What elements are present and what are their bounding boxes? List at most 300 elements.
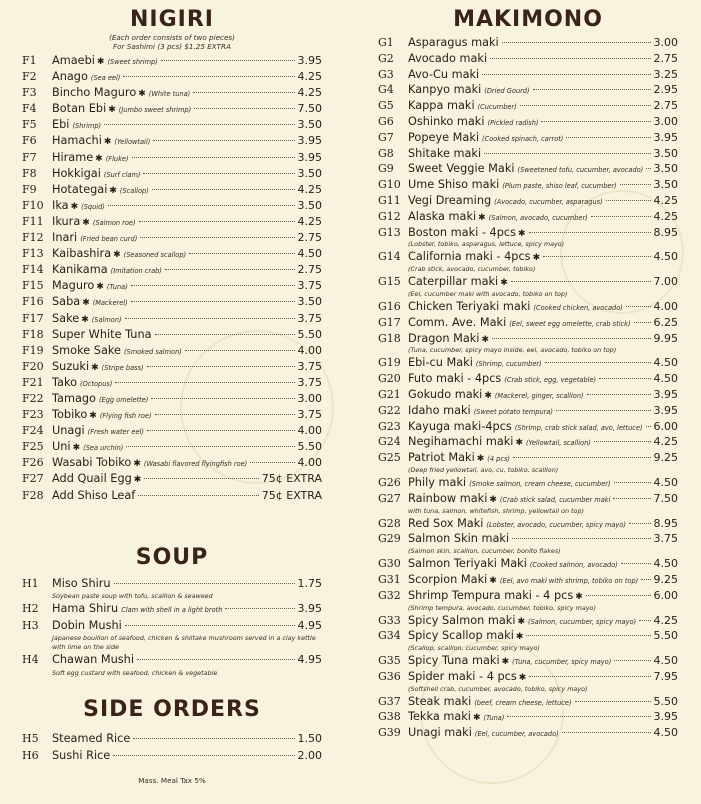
item-code: G29 bbox=[378, 532, 401, 546]
item-description: (Jumbo sweet shrimp) bbox=[118, 106, 192, 115]
dot-leader bbox=[594, 441, 651, 442]
menu-item bbox=[22, 246, 322, 262]
item-price: 3.75 bbox=[297, 279, 322, 293]
dot-leader bbox=[155, 334, 295, 335]
item-price: 3.95 bbox=[653, 387, 678, 401]
item-subdescription: (Softshell crab, cucumber, avocado, tobiko, spicy mayo) bbox=[408, 684, 588, 693]
item-name: Botan Ebi bbox=[52, 102, 107, 116]
dot-leader bbox=[152, 189, 295, 190]
nigiri-title: NIGIRI bbox=[130, 7, 214, 32]
star-icon: ✱ bbox=[81, 314, 89, 325]
item-name: Rainbow maki bbox=[408, 491, 488, 505]
star-icon: ✱ bbox=[517, 228, 526, 239]
item-description: (Crab stick salad, cucumber maki bbox=[499, 495, 611, 504]
menu-item bbox=[22, 69, 322, 85]
item-code: G26 bbox=[378, 475, 401, 489]
item-price: 2.75 bbox=[653, 51, 678, 65]
item-code: F27 bbox=[22, 472, 44, 486]
menu-item bbox=[378, 225, 678, 241]
item-name: California maki - 4pcs bbox=[408, 250, 531, 264]
item-description: (Avocado, cucumber, asparagus) bbox=[494, 197, 603, 206]
item-price: 4.50 bbox=[653, 372, 678, 386]
item-price: 6.00 bbox=[653, 419, 678, 433]
menu-item bbox=[378, 387, 678, 403]
item-price: 7.95 bbox=[653, 669, 678, 683]
dot-leader bbox=[139, 221, 295, 222]
item-price: 5.50 bbox=[297, 440, 322, 454]
menu-item bbox=[378, 371, 678, 387]
nigiri-list bbox=[22, 53, 322, 504]
menu-item bbox=[22, 166, 322, 182]
dot-leader bbox=[586, 595, 651, 596]
dot-leader bbox=[641, 579, 650, 580]
item-description: (Cucumber) bbox=[477, 103, 517, 112]
dot-leader bbox=[131, 301, 295, 302]
menu-item bbox=[22, 214, 322, 230]
item-subdescription: Soybean paste soup with tofu, scallion & seaweed bbox=[52, 592, 213, 601]
menu-item bbox=[22, 730, 322, 747]
item-subdescription: (Eel, cucumber maki with avocado, tobiko on top) bbox=[408, 289, 568, 298]
item-description: (Lobster, avocado, cucumber, spicy mayo) bbox=[486, 520, 626, 529]
dot-leader bbox=[629, 523, 651, 524]
menu-item bbox=[378, 146, 678, 162]
menu-item bbox=[22, 652, 322, 669]
star-icon: ✱ bbox=[532, 253, 541, 264]
menu-item bbox=[22, 230, 322, 246]
item-subdescription: (Tuna, cucumber, spicy mayo inside, eel, avocado, tobiko on top) bbox=[408, 346, 617, 355]
dot-leader bbox=[143, 173, 294, 174]
item-code: G5 bbox=[378, 99, 394, 113]
item-description: (Imitation crab) bbox=[110, 267, 162, 276]
star-icon: ✱ bbox=[515, 438, 523, 449]
item-price: 4.50 bbox=[653, 475, 678, 489]
item-subdescription: (Lobster, tobiko, asparagus, lettuce, spicy mayo) bbox=[408, 240, 565, 249]
item-name: Maguro bbox=[52, 279, 95, 293]
menu-item bbox=[22, 198, 322, 214]
item-price: 4.95 bbox=[297, 653, 322, 667]
menu-item bbox=[378, 613, 678, 629]
star-icon: ✱ bbox=[96, 57, 105, 67]
menu-item bbox=[22, 601, 322, 618]
item-code: G7 bbox=[378, 130, 394, 144]
item-name: Spider maki - 4 pcs bbox=[408, 669, 517, 683]
item-name: Tobiko bbox=[52, 408, 88, 422]
item-name: Hamachi bbox=[52, 134, 102, 148]
menu-item bbox=[22, 262, 322, 278]
dot-leader bbox=[194, 108, 294, 109]
dot-leader bbox=[545, 362, 651, 363]
dot-leader bbox=[185, 350, 295, 351]
star-icon: ✱ bbox=[138, 89, 146, 100]
item-code: G28 bbox=[378, 516, 401, 530]
menu-item bbox=[378, 628, 678, 644]
item-description: (Wasabi flavored flyingfish roe) bbox=[143, 460, 248, 469]
item-subdescription: with tuna, salmon, whitefish, shrimp, yellowtail on top) bbox=[408, 506, 584, 515]
item-code: G35 bbox=[378, 654, 401, 668]
item-code: G22 bbox=[378, 403, 401, 417]
item-code: F22 bbox=[22, 391, 44, 405]
item-name: Anago bbox=[52, 70, 88, 84]
item-price: 3.95 bbox=[653, 710, 678, 724]
item-price: 3.75 bbox=[297, 311, 322, 325]
item-code: F3 bbox=[22, 86, 37, 100]
item-price: 3.75 bbox=[297, 359, 322, 373]
item-code: G32 bbox=[378, 588, 401, 602]
menu-item bbox=[22, 133, 322, 149]
menu-item bbox=[22, 407, 322, 423]
item-name: Shitake maki bbox=[408, 146, 482, 160]
item-description: (Shrimp, cucumber) bbox=[475, 360, 542, 369]
menu-item bbox=[22, 488, 322, 504]
menu-item bbox=[378, 725, 678, 741]
item-price: 7.00 bbox=[653, 275, 678, 289]
item-code: F6 bbox=[22, 134, 37, 148]
menu-item bbox=[22, 343, 322, 359]
item-description: (Tuna, cucumber, spicy mayo) bbox=[512, 658, 612, 667]
item-name: Sushi Rice bbox=[52, 748, 111, 762]
star-icon: ✱ bbox=[133, 475, 142, 486]
item-price: 3.95 bbox=[297, 150, 322, 164]
star-icon: ✱ bbox=[481, 334, 489, 345]
item-name: Idaho maki bbox=[408, 403, 471, 417]
item-price: 2.95 bbox=[653, 83, 678, 97]
item-name: Dobin Mushi bbox=[52, 618, 122, 632]
dot-leader bbox=[114, 583, 295, 584]
menu-item bbox=[22, 747, 322, 764]
item-name: Futo maki - 4pcs bbox=[408, 372, 502, 386]
dot-leader bbox=[137, 659, 295, 660]
item-description: Clam with shell in a light broth bbox=[121, 606, 223, 615]
menu-item bbox=[378, 355, 678, 371]
menu-item bbox=[378, 249, 678, 265]
dot-leader bbox=[533, 89, 651, 90]
item-price: 3.50 bbox=[653, 146, 678, 160]
item-name: Uni bbox=[52, 440, 71, 454]
item-name: Ikura bbox=[52, 214, 81, 228]
item-code: G39 bbox=[378, 726, 401, 740]
item-price: 4.25 bbox=[653, 613, 678, 627]
menu-item bbox=[378, 709, 678, 725]
item-price: 4.50 bbox=[653, 654, 678, 668]
left-column bbox=[22, 0, 322, 785]
item-description: (Salmon, cucumber, spicy mayo) bbox=[528, 617, 637, 626]
menu-item bbox=[378, 531, 678, 547]
right-column bbox=[378, 0, 678, 741]
star-icon: ✱ bbox=[103, 137, 112, 148]
star-icon: ✱ bbox=[489, 494, 497, 505]
item-name: Boston maki - 4pcs bbox=[408, 225, 516, 239]
item-name: Patriot Maki bbox=[408, 451, 475, 465]
item-code: G37 bbox=[378, 694, 401, 708]
item-price: 3.00 bbox=[297, 391, 322, 405]
menu-item bbox=[22, 311, 322, 327]
item-price: 4.00 bbox=[297, 424, 322, 438]
item-name: Oshinko maki bbox=[408, 114, 485, 128]
dot-leader bbox=[556, 410, 651, 411]
item-name: Ume Shiso maki bbox=[408, 178, 500, 192]
item-code: F21 bbox=[22, 375, 44, 389]
dot-leader bbox=[131, 285, 295, 286]
item-description: (Smoke salmon, cream cheese, cucumber) bbox=[469, 479, 611, 488]
item-code: F15 bbox=[22, 279, 44, 293]
dot-leader bbox=[566, 137, 650, 138]
star-icon: ✱ bbox=[96, 282, 104, 293]
item-price: 9.95 bbox=[653, 331, 678, 345]
item-name: Ebi-cu Maki bbox=[408, 356, 473, 370]
item-subdescription: (Salmon skin, scallion, cucumber, bonito flakes) bbox=[408, 547, 561, 556]
menu-item bbox=[378, 434, 678, 450]
item-name: Chawan Mushi bbox=[52, 653, 134, 667]
dot-leader bbox=[490, 58, 650, 59]
item-description: (4 pcs) bbox=[487, 455, 510, 464]
item-name: Unagi maki bbox=[408, 726, 472, 740]
dot-leader bbox=[646, 426, 651, 427]
star-icon: ✱ bbox=[478, 212, 486, 223]
item-price: 2.75 bbox=[297, 231, 322, 245]
nigiri-note: (Each order consists of two pieces) bbox=[109, 33, 235, 42]
item-name: Spicy Salmon maki bbox=[408, 613, 516, 627]
item-description: (Sea eel) bbox=[90, 74, 121, 83]
item-code: G12 bbox=[378, 209, 401, 223]
dot-leader bbox=[482, 74, 650, 75]
item-code: G34 bbox=[378, 629, 401, 643]
dot-leader bbox=[614, 660, 650, 661]
item-description: (Cooked spinach, carrot) bbox=[482, 134, 564, 143]
menu-item bbox=[378, 419, 678, 435]
item-description: (White tuna) bbox=[148, 90, 191, 99]
item-description: (Shrimp) bbox=[72, 122, 102, 131]
item-price: 3.50 bbox=[297, 166, 322, 180]
item-subdescription: (Scallop, scallion, cucumber, spicy mayo) bbox=[408, 644, 540, 653]
item-price: 4.00 bbox=[653, 299, 678, 313]
item-description: (Fluke) bbox=[105, 154, 129, 163]
dot-leader bbox=[512, 538, 650, 539]
menu-item bbox=[378, 98, 678, 114]
item-name: Salmon Teriyaki Maki bbox=[408, 557, 527, 571]
star-icon: ✱ bbox=[113, 250, 121, 261]
star-icon: ✱ bbox=[82, 298, 90, 309]
item-code: H1 bbox=[22, 576, 39, 590]
item-price: 75¢ EXTRA bbox=[261, 488, 322, 502]
item-code: F8 bbox=[22, 166, 37, 180]
item-price: 4.25 bbox=[653, 435, 678, 449]
star-icon: ✱ bbox=[575, 591, 583, 602]
item-price: 3.50 bbox=[653, 178, 678, 192]
item-code: G21 bbox=[378, 387, 401, 401]
item-name: Bincho Maguro bbox=[52, 86, 137, 100]
item-code: G6 bbox=[378, 114, 394, 128]
star-icon: ✱ bbox=[109, 185, 117, 196]
dot-leader bbox=[513, 457, 651, 458]
star-icon: ✱ bbox=[501, 657, 510, 668]
item-name: Hirame bbox=[52, 150, 94, 164]
item-name: Add Quail Egg bbox=[52, 472, 132, 486]
item-code: H6 bbox=[22, 748, 39, 762]
dot-leader bbox=[620, 184, 651, 185]
menu-item bbox=[378, 51, 678, 67]
item-price: 3.75 bbox=[297, 408, 322, 422]
item-price: 6.25 bbox=[653, 315, 678, 329]
item-code: G16 bbox=[378, 299, 401, 313]
menu-item bbox=[378, 450, 678, 466]
dot-leader bbox=[140, 237, 294, 238]
dot-leader bbox=[161, 60, 295, 61]
dot-leader bbox=[123, 76, 294, 77]
item-name: Kanikama bbox=[52, 263, 108, 277]
menu-item bbox=[22, 101, 322, 117]
item-code: F20 bbox=[22, 359, 44, 373]
item-code: G1 bbox=[378, 36, 394, 49]
item-code: H3 bbox=[22, 618, 39, 632]
menu-item bbox=[22, 53, 322, 69]
menu-item bbox=[22, 439, 322, 455]
menu-item bbox=[378, 669, 678, 685]
item-price: 4.50 bbox=[653, 356, 678, 370]
menu-item bbox=[22, 182, 322, 198]
item-description: (Mackerel) bbox=[92, 299, 128, 308]
item-description: (Fresh water eel) bbox=[87, 428, 144, 437]
item-name: Vegi Dreaming bbox=[408, 193, 492, 207]
dot-leader bbox=[613, 498, 650, 499]
item-price: 4.50 bbox=[653, 557, 678, 571]
item-code: G38 bbox=[378, 710, 401, 724]
item-subdescription: Soft egg custard with seafood, chicken & vegetable bbox=[52, 668, 218, 677]
item-name: Spicy Tuna maki bbox=[408, 654, 500, 668]
menu-item bbox=[378, 114, 678, 130]
item-name: Asparagus maki bbox=[408, 36, 499, 49]
item-code: F14 bbox=[22, 263, 44, 277]
item-price: 4.50 bbox=[297, 247, 322, 261]
item-code: G18 bbox=[378, 331, 401, 345]
item-subdescription: (Crab stick, avocado, cucumber, tobiko) bbox=[408, 265, 536, 274]
item-name: Miso Shiru bbox=[52, 576, 111, 590]
dot-leader bbox=[646, 168, 650, 169]
side-orders-title: SIDE ORDERS bbox=[83, 696, 261, 722]
menu-item bbox=[378, 161, 678, 177]
item-code: G13 bbox=[378, 225, 401, 239]
menu-item bbox=[22, 117, 322, 133]
item-name: Saba bbox=[52, 295, 81, 309]
star-icon: ✱ bbox=[484, 390, 492, 401]
menu-item bbox=[378, 331, 678, 347]
item-name: Inari bbox=[52, 231, 78, 245]
menu-item bbox=[378, 475, 678, 491]
item-code: F24 bbox=[22, 424, 44, 438]
item-code: G20 bbox=[378, 372, 401, 386]
item-code: H4 bbox=[22, 653, 39, 667]
item-description: (Stripe bass) bbox=[101, 363, 144, 372]
dot-leader bbox=[225, 608, 294, 609]
dot-leader bbox=[125, 318, 295, 319]
item-price: 3.95 bbox=[297, 602, 322, 616]
dot-leader bbox=[575, 701, 651, 702]
item-name: Negihamachi maki bbox=[408, 435, 514, 449]
item-subdescription: (Shrimp tempura, avocado, cucumber, tobiko, spicy mayo) bbox=[408, 603, 596, 612]
item-price: 5.50 bbox=[653, 629, 678, 643]
item-code: G15 bbox=[378, 275, 401, 289]
item-price: 4.25 bbox=[297, 70, 322, 84]
item-name: Dragon Maki bbox=[408, 331, 480, 345]
dot-leader bbox=[526, 635, 650, 636]
item-description: (Mackerel, ginger, scallion) bbox=[494, 391, 584, 400]
item-code: G36 bbox=[378, 669, 401, 683]
dot-leader bbox=[639, 620, 650, 621]
dot-leader bbox=[153, 140, 294, 141]
menu-item bbox=[22, 278, 322, 294]
menu-item bbox=[378, 588, 678, 604]
item-code: G10 bbox=[378, 178, 401, 192]
dot-leader bbox=[115, 382, 294, 383]
item-price: 9.25 bbox=[653, 451, 678, 465]
item-description: (Yellowtail) bbox=[114, 138, 151, 147]
item-description: (Eel, sweet egg omelette, crab stick) bbox=[509, 319, 631, 328]
item-name: Tekka maki bbox=[408, 710, 471, 724]
item-code: F9 bbox=[22, 182, 37, 196]
item-name: Avocado maki bbox=[408, 51, 488, 65]
item-price: 3.95 bbox=[653, 130, 678, 144]
item-name: Hotategai bbox=[52, 182, 108, 196]
menu-item bbox=[378, 572, 678, 588]
item-price: 9.25 bbox=[653, 572, 678, 586]
item-price: 3.00 bbox=[653, 36, 678, 49]
sashimi-note: For Sashimi (3 pcs) $1.25 EXTRA bbox=[113, 42, 231, 51]
menu-item bbox=[378, 177, 678, 193]
item-description: (Squid) bbox=[81, 202, 105, 211]
item-code: F19 bbox=[22, 343, 44, 357]
item-name: Alaska maki bbox=[408, 209, 477, 223]
item-price: 3.75 bbox=[653, 532, 678, 546]
menu-item bbox=[22, 423, 322, 439]
item-code: G14 bbox=[378, 250, 401, 264]
item-name: Shrimp Tempura maki - 4 pcs bbox=[408, 588, 574, 602]
item-price: 4.25 bbox=[297, 182, 322, 196]
item-description: (Salmon roe) bbox=[92, 218, 136, 227]
star-icon: ✱ bbox=[89, 411, 97, 422]
item-description: (Cooked salmon, avocado) bbox=[529, 561, 618, 570]
item-price: 3.50 bbox=[653, 162, 678, 176]
item-description: (Tuna) bbox=[106, 283, 128, 292]
item-price: 4.95 bbox=[297, 618, 322, 632]
menu-item bbox=[378, 67, 678, 83]
dot-leader bbox=[250, 462, 294, 463]
menu-item bbox=[22, 391, 322, 407]
menu-item bbox=[378, 315, 678, 331]
menu-item bbox=[22, 618, 322, 635]
item-code: G25 bbox=[378, 451, 401, 465]
menu-item bbox=[378, 516, 678, 532]
item-name: Tamago bbox=[52, 391, 96, 405]
item-code: G27 bbox=[378, 491, 401, 505]
side-orders-list bbox=[22, 730, 322, 764]
item-name: Ika bbox=[52, 198, 69, 212]
star-icon: ✱ bbox=[82, 217, 90, 228]
item-name: Popeye Maki bbox=[408, 130, 480, 144]
item-description: (Dried Gourd) bbox=[484, 87, 530, 96]
item-price: 3.50 bbox=[297, 198, 322, 212]
item-name: Unagi bbox=[52, 424, 85, 438]
item-price: 3.75 bbox=[297, 375, 322, 389]
item-code: G24 bbox=[378, 435, 401, 449]
item-code: G3 bbox=[378, 67, 394, 81]
item-code: F2 bbox=[22, 70, 37, 84]
item-code: F16 bbox=[22, 295, 44, 309]
menu-item bbox=[22, 85, 322, 101]
item-price: 4.25 bbox=[297, 86, 322, 100]
menu-item bbox=[378, 403, 678, 419]
menu-item bbox=[378, 491, 678, 507]
dot-leader bbox=[541, 121, 650, 122]
star-icon: ✱ bbox=[489, 575, 497, 586]
